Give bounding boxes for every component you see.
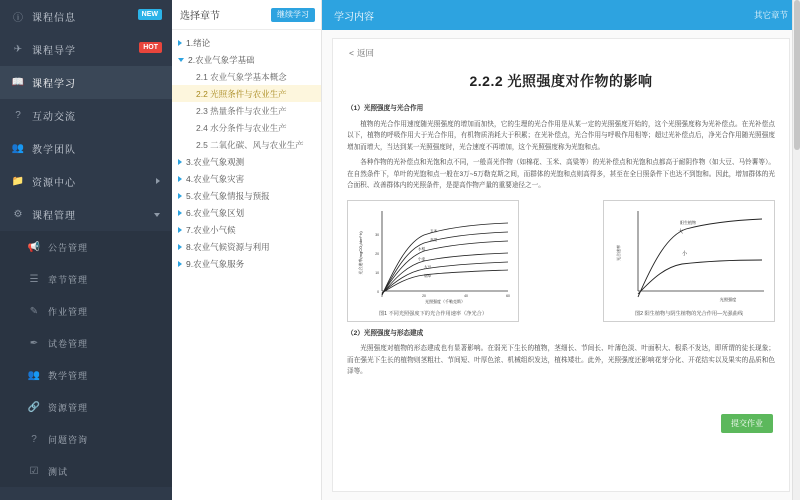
chapter-panel	[172, 0, 322, 500]
svg-text:水稻: 水稻	[418, 246, 426, 251]
sidebar-item-course-guide[interactable]	[0, 33, 172, 66]
book-icon: 📖	[11, 77, 25, 88]
question-icon: ?	[31, 433, 37, 445]
chapter-item[interactable]	[172, 170, 321, 187]
sidebar-item-resource-management[interactable]	[0, 391, 172, 423]
chart-2-svg	[608, 205, 772, 309]
users-icon: 👥	[27, 369, 41, 381]
sidebar-item-teaching-team[interactable]	[0, 132, 172, 165]
sidebar-item-course-info[interactable]	[0, 0, 172, 33]
submit-homework-button[interactable]: 提交作业	[721, 414, 773, 433]
sitemap-icon: ☰	[29, 273, 39, 285]
chapter-item[interactable]	[172, 68, 321, 85]
sidebar-item-label: 课程管理	[32, 211, 76, 222]
chapter-label: 2.3 热量条件与农业生产	[196, 105, 287, 116]
svg-text:大豆: 大豆	[424, 264, 432, 269]
svg-text:大: 大	[678, 228, 684, 235]
figure-2	[603, 200, 775, 322]
sidebar-item-chapter-management[interactable]	[0, 263, 172, 295]
figure-1	[347, 200, 519, 322]
svg-text:10: 10	[375, 270, 379, 275]
chapter-label: 2.1 农业气象学基本概念	[196, 71, 287, 82]
pen-icon: ✒	[29, 337, 39, 349]
sidebar-item-announcement-management[interactable]	[0, 231, 172, 263]
sidebar-item-label: 测试	[48, 466, 69, 477]
chapter-panel-header	[172, 0, 321, 30]
sidebar-item-label: 课程学习	[32, 79, 76, 90]
chapter-item[interactable]	[172, 153, 321, 170]
chevron-right-icon	[178, 227, 182, 233]
chevron-right-icon	[178, 210, 182, 216]
svg-text:0: 0	[377, 289, 379, 294]
chevron-right-icon	[178, 159, 182, 165]
chevron-left-icon: <	[349, 48, 354, 58]
chapter-item[interactable]	[172, 51, 321, 68]
sidebar-item-label: 课程导学	[32, 46, 76, 57]
chapter-item[interactable]	[172, 102, 321, 119]
sidebar-item-teaching-management[interactable]	[0, 359, 172, 391]
sidebar-item-label: 教学管理	[48, 370, 89, 381]
sidebar-item-resource-center[interactable]	[0, 165, 172, 198]
paragraph: 植物的光合作用速度随光照强度的增加而加快，它的生理的光合作用是从某一定的光照强度开始的，这个光照强度称为光补偿点。在光补偿点以下，植物的呼吸作用大于光合作用，有机物质消耗大于积累；在光补偿点，光合作用与呼吸作用相等；超过光补偿点后，净光合作用随光照强度增加而增大，当达到某一光照强度时，光合速度不再增加，这个光照强度称为光饱和点。	[347, 120, 775, 151]
chevron-right-icon	[156, 178, 160, 184]
chapter-label: 7.农业小气候	[186, 224, 236, 235]
svg-text:光照强度: 光照强度	[719, 296, 737, 302]
chart-1-svg	[352, 205, 516, 309]
check-icon: ☑	[29, 465, 39, 477]
sidebar-item-course-study[interactable]	[0, 66, 172, 99]
chapter-label: 8.农业气候资源与利用	[186, 241, 270, 252]
sidebar-item-interaction[interactable]	[0, 99, 172, 132]
svg-text:光合速率(mgCO₂/dm²·h): 光合速率(mgCO₂/dm²·h)	[358, 231, 363, 275]
sidebar	[0, 0, 172, 500]
sidebar-item-label: 资源管理	[48, 402, 89, 413]
chapter-item-selected[interactable]	[172, 85, 321, 102]
chapter-item[interactable]	[172, 136, 321, 153]
sidebar-item-label: 资源中心	[32, 178, 76, 189]
svg-text:40: 40	[464, 293, 468, 298]
back-label: 返回	[356, 48, 374, 58]
sidebar-item-label: 章节管理	[48, 274, 89, 285]
content-header-title: 学习内容	[334, 11, 374, 23]
chevron-right-icon	[178, 244, 182, 250]
sidebar-item-label: 公告管理	[48, 242, 89, 253]
figure-1-caption: 图1 不同光照强度下的光合作用速率（净光合）	[378, 310, 488, 317]
chapter-item[interactable]	[172, 204, 321, 221]
team-icon: 👥	[11, 143, 25, 154]
status-badge: NEW	[138, 9, 162, 20]
figure-2-plot	[608, 205, 770, 309]
svg-text:20: 20	[422, 293, 426, 298]
chapter-label: 9.农业气象服务	[186, 258, 245, 269]
status-badge: HOT	[139, 42, 162, 53]
chapter-item[interactable]	[172, 187, 321, 204]
document-body	[332, 38, 790, 492]
sidebar-item-exam-management[interactable]	[0, 327, 172, 359]
content-header	[322, 0, 800, 30]
svg-text:光合速率: 光合速率	[616, 244, 621, 261]
page-title: 2.2.2 光照强度对作物的影响	[469, 73, 653, 89]
gear-icon: ⚙	[13, 209, 23, 220]
scrollbar-thumb[interactable]	[794, 0, 800, 150]
sidebar-item-test[interactable]	[0, 455, 172, 487]
svg-text:玉米: 玉米	[430, 228, 438, 233]
link-icon: 🔗	[27, 401, 41, 413]
paragraph: 光照强度对植物的形态建成也有显著影响。在弱光下生长的植物，茎细长、节间长、叶薄色淡、叶面积大、根系不发达，即所谓的徒长现象；而在强光下生长的植物则茎粗壮、节间短、叶厚色浓、机械组织发达，植株矮壮。此外，光照强度还影响花芽分化、开花结实以及果实的品质和色泽等。	[347, 345, 775, 376]
svg-text:烟草: 烟草	[424, 273, 432, 278]
chevron-down-icon	[154, 213, 160, 217]
figure-1-plot	[352, 205, 514, 309]
chapter-item[interactable]	[172, 34, 321, 51]
sidebar-item-label: 试卷管理	[48, 338, 89, 349]
svg-text:光照强度（千勒克斯）: 光照强度（千勒克斯）	[425, 298, 465, 304]
svg-text:20: 20	[375, 251, 379, 256]
sidebar-item-course-management[interactable]	[0, 198, 172, 231]
sidebar-item-question-consult[interactable]	[0, 423, 172, 455]
chapter-item[interactable]	[172, 221, 321, 238]
svg-text:0: 0	[381, 293, 383, 298]
paragraph: （2）光照强度与形态建成	[347, 329, 424, 337]
chapter-label: 6.农业气象区划	[186, 207, 245, 218]
chapter-label: 1.绪论	[186, 37, 211, 48]
edit-icon: ✎	[29, 305, 39, 317]
back-link[interactable]	[347, 45, 775, 65]
info-icon: ⓘ	[13, 13, 23, 24]
chevron-right-icon	[178, 176, 182, 182]
paragraph: （1）光照强度与光合作用	[347, 105, 424, 112]
svg-text:60: 60	[506, 293, 510, 298]
sidebar-item-homework-management[interactable]	[0, 295, 172, 327]
other-chapters-link[interactable]: 其它章节	[753, 10, 788, 20]
page-scrollbar[interactable]	[792, 0, 800, 500]
chapter-label: 4.农业气象灾害	[186, 173, 245, 184]
megaphone-icon: 📢	[27, 241, 41, 253]
chapter-panel-title: 选择章节	[180, 11, 220, 22]
chapter-label: 3.农业气象观测	[186, 156, 245, 167]
chapter-item[interactable]	[172, 255, 321, 272]
svg-text:小: 小	[682, 250, 688, 257]
chapter-label: 2.农业气象学基础	[188, 54, 255, 65]
rocket-icon: ✈	[13, 44, 23, 55]
svg-text:30: 30	[375, 232, 379, 237]
figure-2-caption: 图2 阳生植物与阴生植物的光合作用—光强曲线	[634, 310, 744, 317]
chapter-item[interactable]	[172, 238, 321, 255]
sidebar-submenu	[0, 231, 172, 487]
sidebar-item-label: 课程信息	[32, 13, 76, 24]
chapter-list	[172, 30, 321, 500]
sidebar-item-label: 教学团队	[32, 145, 76, 156]
content-panel	[322, 0, 800, 500]
sidebar-item-label: 作业管理	[48, 306, 89, 317]
chapter-item[interactable]	[172, 119, 321, 136]
chevron-right-icon	[178, 40, 182, 46]
figure-row	[347, 200, 775, 322]
paragraph: 各种作物的光补偿点和光饱和点不同，一般喜光作物（如棉花、玉米、高粱等）的光补偿点和光饱和点都高于耐阴作物（如大豆、马铃薯等）。在自然条件下，单叶的光饱和点一般在3万~5万勒克斯之间，而群体的光饱和点则高得多，甚至在全日照条件下也达不到饱和。因此，增加群体的光合面积、改善群体内的光照条件，是提高作物产量的重要途径之一。	[347, 159, 775, 190]
svg-text:小麦: 小麦	[418, 256, 426, 261]
sidebar-item-label: 互动交流	[32, 112, 76, 123]
svg-text:阳生植物: 阳生植物	[680, 219, 696, 225]
svg-text:高粱: 高粱	[430, 237, 438, 242]
chapter-label: 2.5 二氧化碳、风与农业生产	[196, 139, 304, 150]
chevron-right-icon	[178, 193, 182, 199]
chevron-down-icon	[178, 58, 184, 62]
folder-icon: 📁	[11, 176, 25, 187]
chapter-label: 2.4 水分条件与农业生产	[196, 122, 287, 133]
sidebar-item-label: 问题咨询	[48, 434, 89, 445]
continue-study-button[interactable]: 继续学习	[271, 8, 315, 22]
chevron-right-icon	[178, 261, 182, 267]
chapter-label: 5.农业气象情报与预报	[186, 190, 270, 201]
chat-icon: ?	[15, 110, 21, 121]
chapter-label: 2.2 光照条件与农业生产	[196, 88, 287, 99]
